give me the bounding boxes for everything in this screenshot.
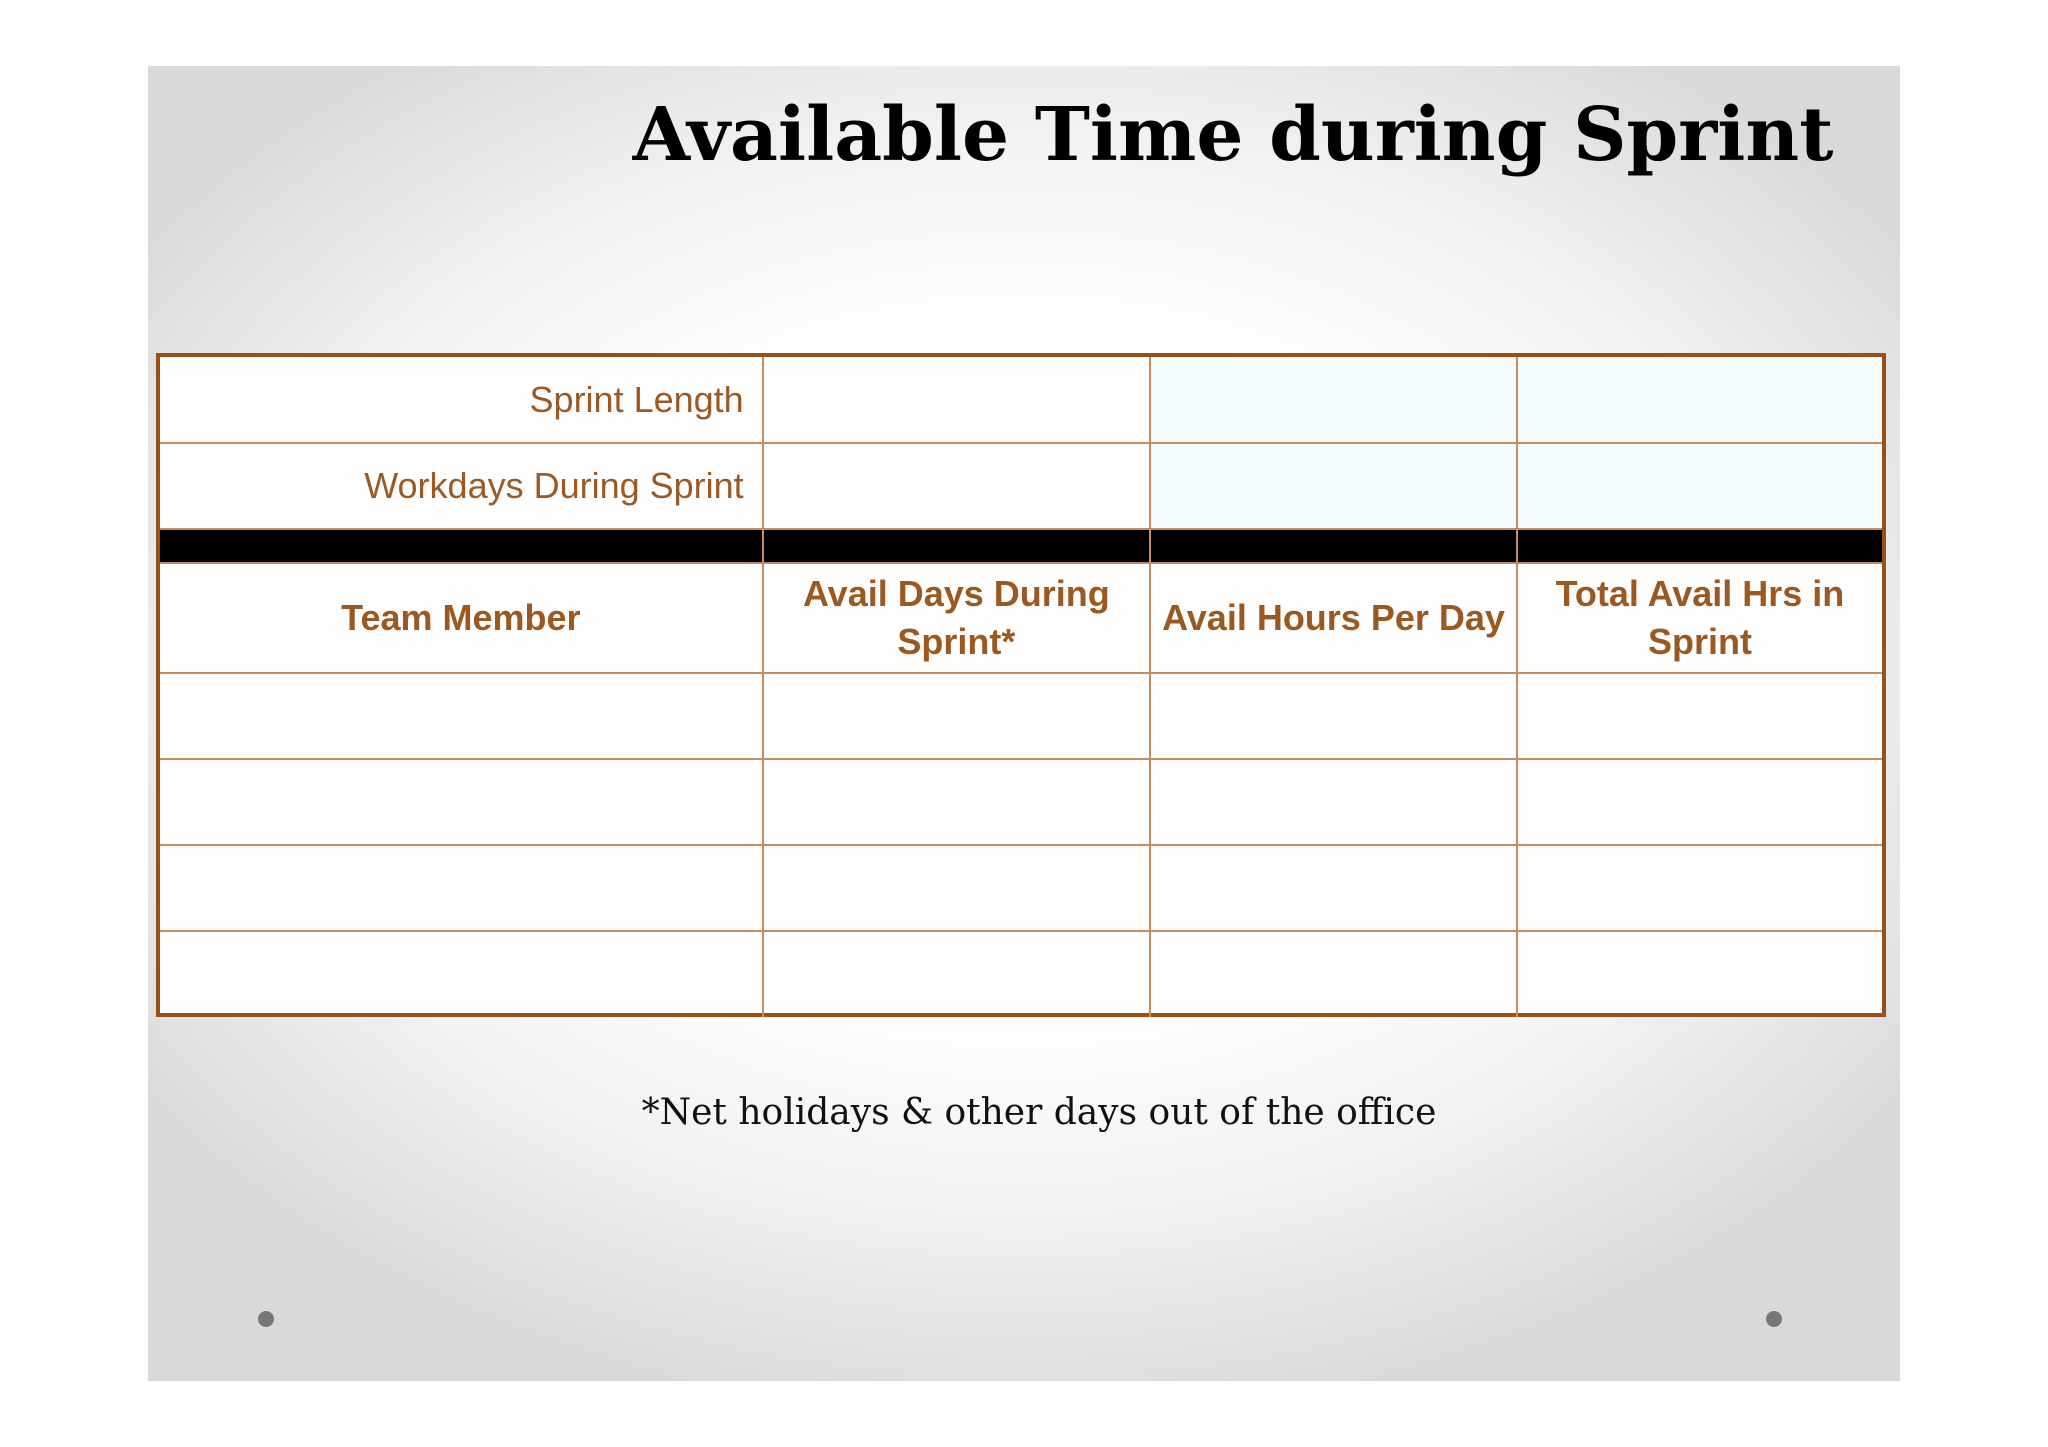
- workdays-label: Workdays During Sprint: [160, 443, 763, 529]
- separator-row: [160, 529, 1882, 563]
- slide-title: Available Time during Sprint: [632, 92, 1834, 178]
- total-hours-cell[interactable]: [1517, 759, 1882, 845]
- table-row: [160, 673, 1882, 759]
- sprint-length-cell[interactable]: [763, 357, 1150, 443]
- avail-days-cell[interactable]: [763, 845, 1150, 931]
- bullet-dot-icon: [258, 1311, 274, 1327]
- table-row: [160, 845, 1882, 931]
- team-member-cell[interactable]: [160, 931, 763, 1017]
- separator-cell: [160, 529, 763, 563]
- header-row: [160, 563, 1882, 673]
- separator-cell: [763, 529, 1150, 563]
- slide: [148, 66, 1900, 1381]
- separator-cell: [1517, 529, 1882, 563]
- table-row: [160, 759, 1882, 845]
- workdays-row: [160, 443, 1882, 529]
- footnote: *Net holidays & other days out of the office: [641, 1092, 1437, 1133]
- workdays-cell[interactable]: [1517, 443, 1882, 529]
- column-header-avail-days: Avail Days During Sprint*: [763, 563, 1150, 673]
- avail-days-cell[interactable]: [763, 673, 1150, 759]
- total-hours-cell[interactable]: [1517, 845, 1882, 931]
- column-header-total-hours: Total Avail Hrs in Sprint: [1517, 563, 1882, 673]
- table-row: [160, 931, 1882, 1017]
- separator-cell: [1150, 529, 1517, 563]
- sprint-length-cell[interactable]: [1150, 357, 1517, 443]
- sprint-availability-table: [160, 357, 1882, 1017]
- avail-hours-cell[interactable]: [1150, 673, 1517, 759]
- sprint-length-label: Sprint Length: [160, 357, 763, 443]
- avail-hours-cell[interactable]: [1150, 931, 1517, 1017]
- workdays-cell[interactable]: [1150, 443, 1517, 529]
- team-member-cell[interactable]: [160, 845, 763, 931]
- total-hours-cell[interactable]: [1517, 673, 1882, 759]
- sprint-table-frame: [156, 353, 1886, 1017]
- total-hours-cell[interactable]: [1517, 931, 1882, 1017]
- column-header-team-member: Team Member: [160, 563, 763, 673]
- avail-days-cell[interactable]: [763, 759, 1150, 845]
- team-member-cell[interactable]: [160, 759, 763, 845]
- workdays-cell[interactable]: [763, 443, 1150, 529]
- column-header-avail-hours: Avail Hours Per Day: [1150, 563, 1517, 673]
- sprint-length-row: [160, 357, 1882, 443]
- avail-hours-cell[interactable]: [1150, 759, 1517, 845]
- team-member-cell[interactable]: [160, 673, 763, 759]
- avail-days-cell[interactable]: [763, 931, 1150, 1017]
- avail-hours-cell[interactable]: [1150, 845, 1517, 931]
- bullet-dot-icon: [1766, 1311, 1782, 1327]
- sprint-length-cell[interactable]: [1517, 357, 1882, 443]
